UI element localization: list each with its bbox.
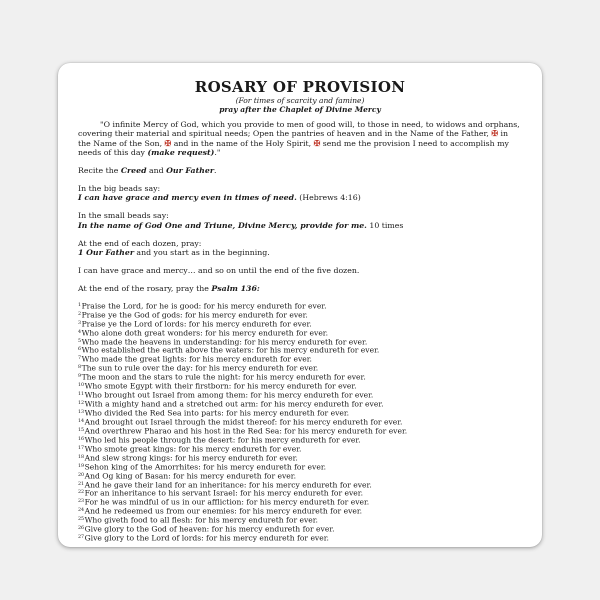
make-request-label: (make request) [147,148,215,158]
verse-number: 22 [78,490,85,496]
verse-number: 1 [78,302,82,308]
recite-instruction [78,166,522,175]
verse-number: 14 [78,418,85,424]
verse-text: Sehon king of the Amorrhites: for his mercy endureth for ever. [84,462,327,472]
recite-lead: Recite the [78,166,121,176]
recite-and: and [146,166,167,176]
verse-text: For he was mindful of us in our affliction: for his mercy endureth for ever. [84,498,370,507]
verse-text: Who smote great kings: for his mercy endureth for ever. [84,444,302,454]
verse-number: 16 [78,436,85,442]
psalm-136-list [78,302,522,543]
verse-number: 13 [78,410,85,416]
verse-number: 27 [78,535,85,541]
verse-text: With a mighty hand and a stretched out arm: for his mercy endureth for ever. [84,399,384,409]
verse-number: 20 [78,472,85,478]
verse-text: Who alone doth great wonders: for his mercy endureth for ever. [81,328,329,338]
page-subtitle: (For times of scarcity and famine) [235,96,365,105]
our-father-label: Our Father [166,166,214,176]
verse-number: 9 [78,374,82,380]
verse-text: And brought out Israel through the midst thereof: for his mercy endureth for ever. [84,417,403,427]
verse-number: 3 [78,320,82,326]
verse-text: Who led his people through the desert: for his mercy endureth for ever. [84,435,361,445]
verse-text: And slew strong kings: for his mercy endureth for ever. [84,453,298,463]
verse-number: 19 [78,463,85,469]
intro-text-end: ." [214,148,221,158]
verse-number: 21 [78,481,85,487]
verse-number: 23 [78,499,85,505]
verse-number: 12 [78,401,85,407]
verse-number: 6 [78,347,82,353]
big-beads-section [78,184,522,203]
small-beads-label: In the small beads say: [78,211,169,221]
page-title: ROSARY OF PROVISION [194,78,406,96]
verse-text: Who established the earth above the waters: for his mercy endureth for ever. [81,346,380,356]
end-rosary-lead: At the end of the rosary, pray the [78,283,212,293]
sticker-card [58,63,542,547]
verse-text: Praise ye the Lord of lords: for his mercy endureth for ever. [81,319,312,329]
verse-text: Give glory to the God of heaven: for his mercy endureth for ever. [84,524,335,534]
verse-number: 11 [78,392,85,398]
psalm-verse [78,534,522,543]
verse-number: 2 [78,311,82,317]
verse-number: 26 [78,526,85,532]
verse-text: Give glory to the Lord of lords: for his mercy endureth for ever. [84,533,329,543]
verse-text: Who made the great lights: for his mercy endureth for ever. [81,355,312,364]
dozen-prayer: 1 Our Father [78,248,134,258]
verse-number: 15 [78,427,85,433]
big-beads-label: In the big beads say: [78,184,161,194]
verse-text: For an inheritance to his servant Israel: for his mercy endureth for ever. [84,489,363,499]
verse-text: And Og king of Basan: for his mercy endureth for ever. [84,471,297,481]
red-cross-icon: ✠ [164,137,172,148]
big-beads-prayer: I can have grace and mercy even in times of need. [78,193,297,203]
verse-text: Who divided the Red Sea into parts: for his mercy endureth for ever. [84,408,350,418]
verse-text: And he redeemed us from our enemies: for his mercy endureth for ever. [84,506,363,516]
red-cross-icon: ✠ [313,137,321,148]
page-subtitle-instruction: pray after the Chaplet of Divine Mercy [219,105,381,114]
recite-end: . [213,166,217,176]
verse-number: 8 [78,365,82,371]
intro-text-1: "O infinite Mercy of God, which you provide to men of good will, to those in need, to widows and orphans, covering their material and spiritual needs; Open the pantries of heaven and in the Name of the Father, [78,120,520,139]
verse-text: Praise ye the God of gods: for his mercy endureth for ever. [81,310,308,320]
verse-number: 4 [78,329,82,335]
big-beads-ref: (Hebrews 4:16) [296,193,361,203]
creed-label: Creed [120,166,147,176]
continue-instruction: I can have grace and mercy… and so on until the end of the five dozen. [78,265,360,275]
verse-text: Who made the heavens in understanding: for his mercy endureth for ever. [81,337,368,347]
verse-number: 24 [78,508,85,514]
verse-number: 10 [78,383,85,389]
verse-text: Praise the Lord, for he is good: for his mercy endureth for ever. [81,301,327,311]
dozen-section [78,239,522,258]
verse-number: 5 [78,338,82,344]
verse-number: 18 [78,454,85,460]
small-beads-count: 10 times [366,220,404,230]
intro-prayer [78,120,522,158]
verse-text: Who smote Egypt with their firstborn: for his mercy endureth for ever. [84,381,357,391]
verse-number: 25 [78,517,85,523]
verse-text: And he gave their land for an inheritance: for his mercy endureth for ever. [84,480,372,490]
verse-text: Who brought out Israel from among them: for his mercy endureth for ever. [84,390,374,400]
dozen-label: At the end of each dozen, pray: [78,238,202,248]
red-cross-icon: ✠ [491,128,499,139]
verse-text: Who giveth food to all flesh: for his mercy endureth for ever. [84,515,318,525]
intro-text-4: send me the provision I need to accomplish my needs of this day [78,138,509,158]
verse-text: The moon and the stars to rule the night: for his mercy endureth for ever. [81,372,366,382]
intro-text-3: and in the name of the Holy Spirit, [171,138,314,148]
verse-text: And overthrew Pharao and his host in the Red Sea: for his mercy endureth for ever. [84,426,408,436]
verse-number: 7 [78,356,82,362]
end-rosary-instruction [78,284,522,293]
intro-text-2: in the Name of the Son, [78,129,509,148]
dozen-rest: and you start as in the beginning. [133,248,270,258]
psalm-label: Psalm 136: [211,283,260,293]
verse-number: 17 [78,445,85,451]
verse-text: The sun to rule over the day: for his mercy endureth for ever. [81,363,319,373]
small-beads-section [78,211,522,230]
small-beads-prayer: In the name of God One and Triune, Divine Mercy, provide for me. [78,220,367,230]
